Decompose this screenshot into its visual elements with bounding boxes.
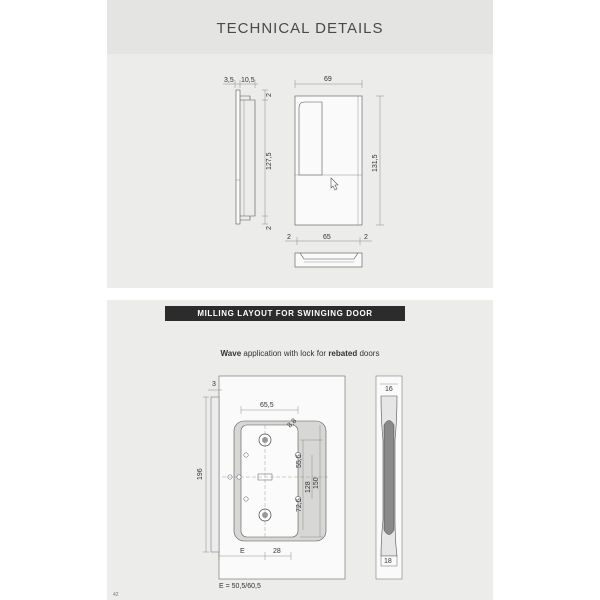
dim-inner-128: 128 (305, 481, 312, 493)
bottom-view (285, 234, 372, 267)
dim-bottom-left: 2 (287, 234, 291, 241)
milling-drawing (197, 376, 402, 579)
dim-pocket-width: 65,5 (260, 402, 274, 409)
front-view (295, 76, 384, 225)
dim-side-height: 127,5 (266, 152, 273, 170)
dim-height-196: 196 (197, 468, 204, 480)
dim-bottom-right: 2 (364, 234, 368, 241)
subtitle-suffix: doors (357, 349, 380, 358)
dim-upper-55-5: 55,5 (296, 454, 303, 468)
dim-side-gap-top: 2 (266, 93, 273, 97)
subtitle-middle: application with lock for (241, 349, 329, 358)
subtitle-bold: rebated (328, 349, 358, 358)
dim-corner: 8,8 (286, 417, 299, 430)
page-number: 42 (113, 592, 119, 598)
dim-bottom-28: 28 (273, 548, 281, 555)
dim-front-width: 69 (324, 76, 332, 83)
dim-bottom-width: 65 (323, 234, 331, 241)
dim-inner-150: 150 (313, 477, 320, 489)
section-title: TECHNICAL DETAILS (216, 20, 384, 37)
dim-profile-16: 16 (385, 386, 393, 393)
side-view (223, 77, 273, 230)
e-note: E = 50,5/60,5 (219, 583, 261, 590)
dim-front-height: 131,5 (372, 154, 379, 172)
dim-side-gap-bottom: 2 (266, 226, 273, 230)
dim-side-3-5: 3,5 (224, 77, 234, 84)
dim-e: E (240, 548, 245, 555)
dim-rebate: 3 (212, 381, 216, 388)
dim-profile-18: 18 (384, 558, 392, 565)
milling-header: MILLING LAYOUT FOR SWINGING DOOR (165, 306, 405, 321)
subtitle-product: Wave (220, 349, 242, 358)
dim-side-10-5: 10,5 (241, 77, 255, 84)
dim-lower-72-5: 72,5 (296, 498, 303, 512)
